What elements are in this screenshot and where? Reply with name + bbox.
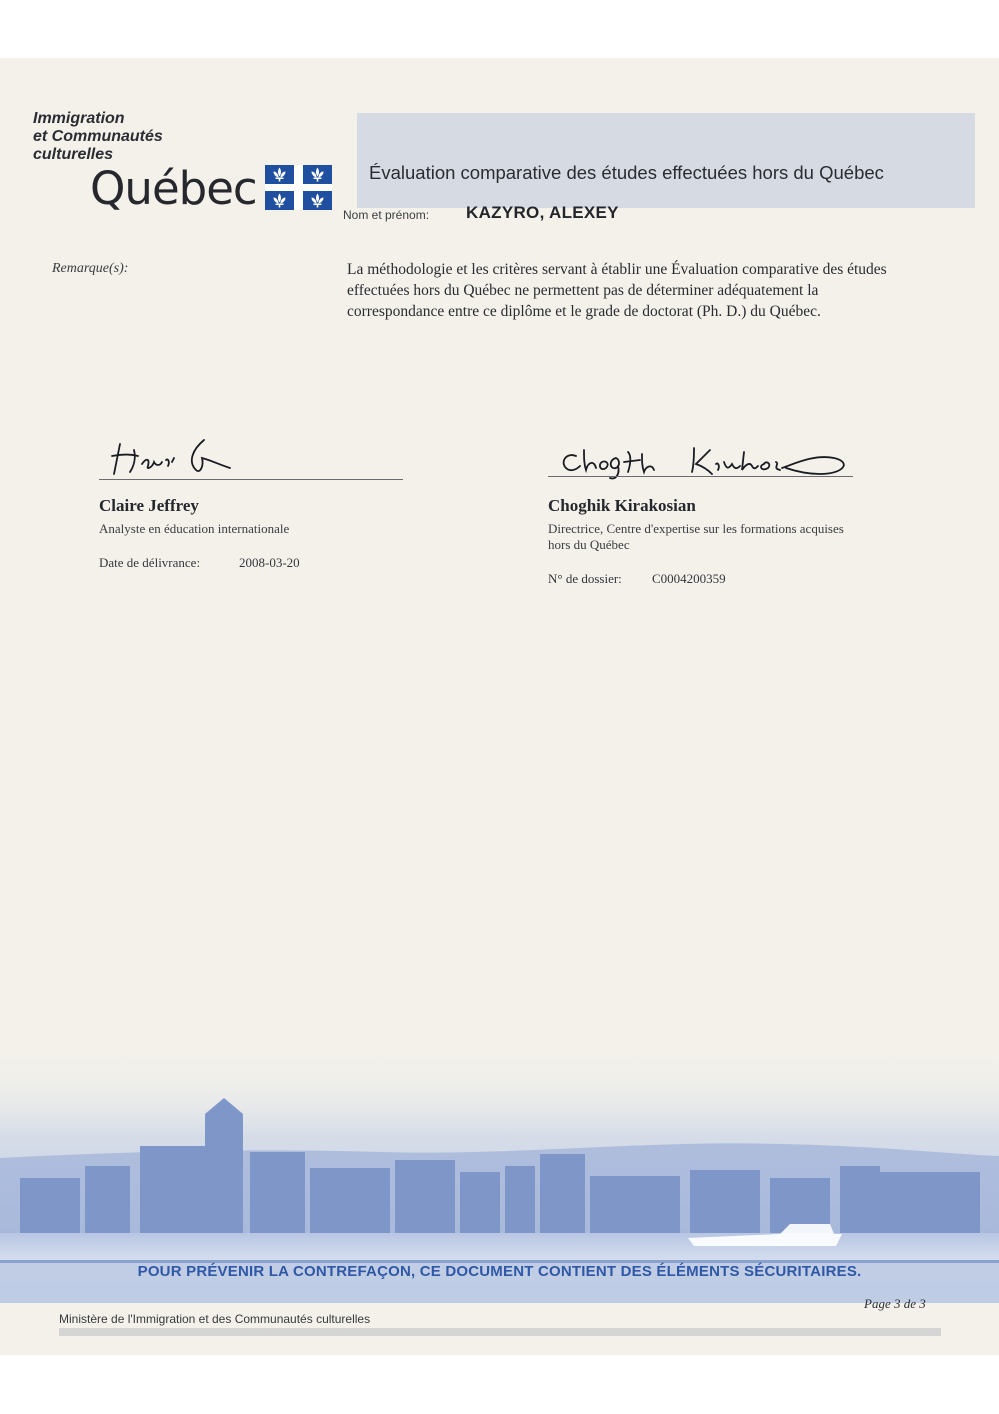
signer-title-right-line-1: Directrice, Centre d'expertise sur les formations acquises bbox=[548, 521, 844, 536]
name-value: KAZYRO, ALEXEY bbox=[466, 203, 619, 222]
remarks-text: La méthodologie et les critères servant à établir une Évaluation comparative des études effectuées hors du Québec ne permettent pas de déterminer adéquatement la correspondance entre ce diplôme et le grade de doctorat (Ph. D.) du Québec. bbox=[347, 261, 887, 320]
ministry-footer: Ministère de l'Immigration et des Communautés culturelles bbox=[59, 1312, 371, 1326]
signer-name-right: Choghik Kirakosian bbox=[548, 496, 696, 515]
title-band bbox=[357, 113, 975, 208]
signature-line-right bbox=[548, 476, 853, 477]
ministry-line-1: Immigration bbox=[33, 110, 125, 127]
signature-line-left bbox=[99, 479, 403, 480]
remarks-label: Remarque(s): bbox=[52, 261, 129, 276]
file-number-label: N° de dossier: bbox=[548, 571, 622, 586]
footer-bar bbox=[59, 1328, 941, 1336]
quebec-wordmark: Québec bbox=[90, 162, 257, 215]
ministry-line-2: et Communautés bbox=[33, 128, 163, 145]
signer-name-left: Claire Jeffrey bbox=[99, 496, 199, 515]
signer-title-left: Analyste en éducation internationale bbox=[99, 521, 290, 536]
quebec-flag-icon bbox=[265, 165, 332, 210]
security-notice: POUR PRÉVENIR LA CONTREFAÇON, CE DOCUMENT CONTIENT DES ÉLÉMENTS SÉCURITAIRES. bbox=[137, 1263, 862, 1280]
signature-choghik-kirakosian bbox=[558, 438, 850, 480]
signature-claire-jeffrey bbox=[108, 436, 238, 481]
signer-title-right-line-2: hors du Québec bbox=[548, 537, 630, 552]
file-number-value: C0004200359 bbox=[652, 571, 726, 586]
signer-title-right bbox=[548, 521, 844, 553]
name-label: Nom et prénom: bbox=[343, 208, 430, 222]
issue-date-label: Date de délivrance: bbox=[99, 555, 201, 570]
ministry-name bbox=[33, 110, 263, 164]
ministry-line-3: culturelles bbox=[33, 146, 114, 163]
issue-date-value: 2008-03-20 bbox=[239, 555, 300, 570]
document-title: Évaluation comparative des études effectuées hors du Québec bbox=[369, 162, 884, 183]
document-page bbox=[0, 58, 999, 1355]
page-number: Page 3 de 3 bbox=[864, 1296, 926, 1311]
